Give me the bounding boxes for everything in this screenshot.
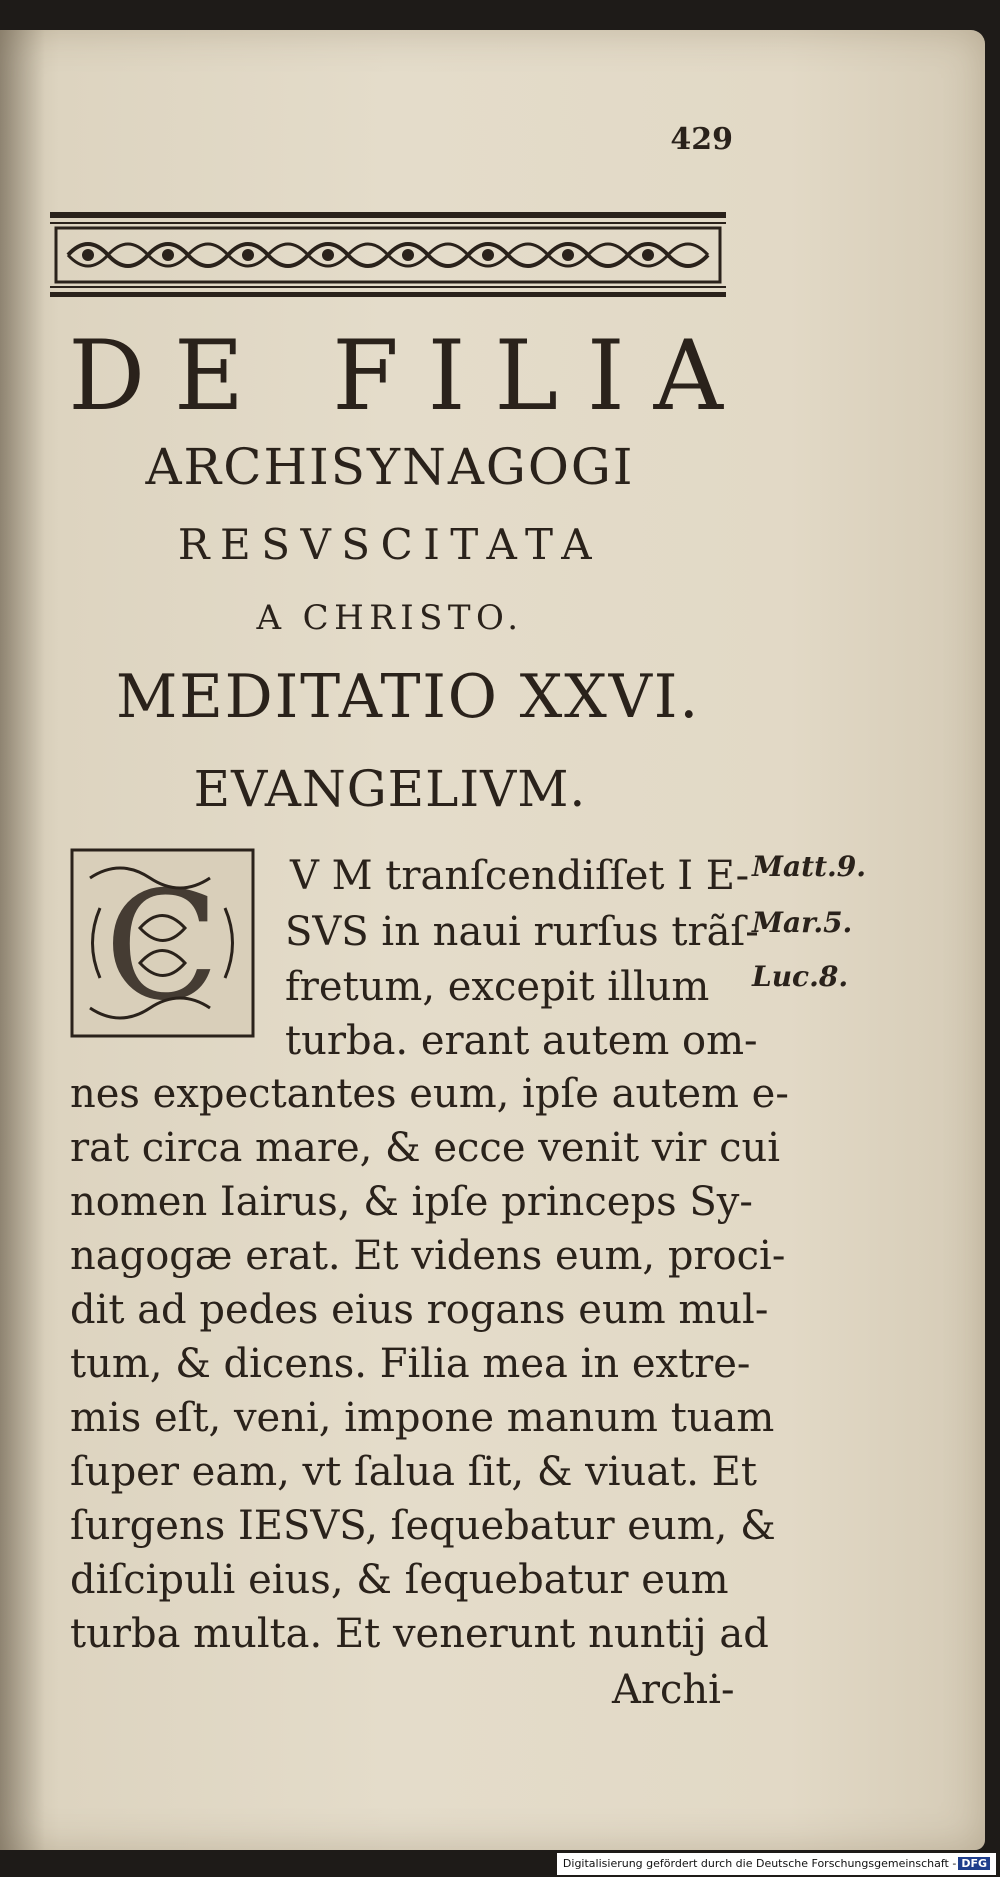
body-line-6: rat circa mare, & ecce venit vir cui xyxy=(70,1125,781,1171)
body-line-13: ſurgens IESVS, ſequebatur eum, & xyxy=(70,1503,776,1549)
body-line-12: ſuper eam, vt ſalua ſit, & viuat. Et xyxy=(70,1449,757,1495)
credit-text: Digitalisierung gefördert durch die Deutsche Forschungsgemeinschaft - xyxy=(562,1857,957,1870)
body-line-1: V M tranſcendiſſet I E- xyxy=(290,853,750,899)
title-line-1: DE FILIA xyxy=(68,320,752,432)
title-line-3: RESVSCITATA xyxy=(177,520,603,569)
body-line-9: dit ad pedes eius rogans eum mul- xyxy=(70,1287,769,1333)
margin-note-mark: Mar.5. xyxy=(752,906,853,939)
decorated-initial-c xyxy=(70,848,255,1038)
page-number: 429 xyxy=(670,122,733,157)
body-line-7: nomen Iairus, & ipſe princeps Sy- xyxy=(70,1179,753,1225)
meditation-heading: MEDITATIO XXVI. xyxy=(115,662,701,732)
title-line-2: ARCHISYNAGOGI xyxy=(145,438,635,496)
body-line-10: tum, & dicens. Filia mea in extre- xyxy=(70,1341,751,1387)
margin-note-luke: Luc.8. xyxy=(752,960,849,993)
body-line-15: turba multa. Et venerunt nuntij ad xyxy=(70,1611,769,1657)
body-line-5: nes expectantes eum, ipſe autem e- xyxy=(70,1071,789,1117)
dfg-logo: DFG xyxy=(958,1857,990,1870)
book-page xyxy=(0,30,985,1850)
title-line-4: A CHRISTO. xyxy=(256,598,524,638)
gospel-heading: EVANGELIVM. xyxy=(193,760,587,818)
catchword: Archi- xyxy=(612,1667,735,1713)
body-line-2: SVS in naui rurſus trãſ- xyxy=(285,909,759,955)
margin-note-matthew: Matt.9. xyxy=(752,850,866,883)
body-line-3: fretum, excepit illum xyxy=(285,964,710,1010)
ornamental-header-band xyxy=(48,210,728,298)
svg-text:C: C xyxy=(104,860,220,1034)
body-line-8: nagogæ erat. Et videns eum, proci- xyxy=(70,1233,786,1279)
body-line-4: turba. erant autem om- xyxy=(285,1018,758,1064)
digitization-credit xyxy=(557,1853,996,1875)
body-line-14: diſcipuli eius, & ſequebatur eum xyxy=(70,1557,729,1603)
body-line-11: mis eſt, veni, impone manum tuam xyxy=(70,1395,775,1441)
